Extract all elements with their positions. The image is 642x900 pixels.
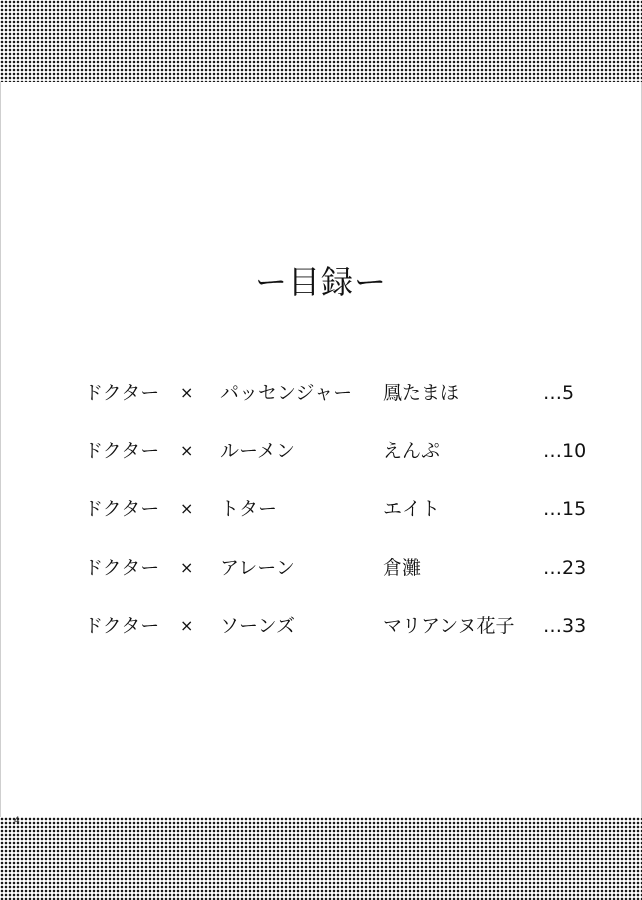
toc-pair-right: アレーン <box>220 557 295 579</box>
toc-pair-right: ソーンズ <box>220 615 296 637</box>
toc-pair-cross: × <box>180 558 194 577</box>
toc-pair-left: ドクター <box>84 382 160 404</box>
toc-author: 鳳たまほ <box>383 382 460 404</box>
toc-row <box>0 375 642 411</box>
toc-row <box>0 433 642 469</box>
toc-page-number: …33 <box>543 615 587 637</box>
toc-page-number: …15 <box>543 498 587 520</box>
toc-page-number: …23 <box>543 557 587 579</box>
toc-pair-left: ドクター <box>84 557 160 579</box>
halftone-border-bottom <box>0 817 642 900</box>
halftone-border-top <box>0 0 642 82</box>
toc-row <box>0 550 642 586</box>
toc-author: マリアンヌ花子 <box>383 615 515 637</box>
toc-page-number: …10 <box>543 440 587 462</box>
toc-pair-right: ルーメン <box>220 440 296 462</box>
toc-row <box>0 608 642 644</box>
toc-author: えんぷ <box>383 440 441 462</box>
page-title: ー目録ー <box>254 263 387 301</box>
toc-pair-right: パッセンジャー <box>220 382 353 404</box>
toc-pair-left: ドクター <box>84 498 160 520</box>
toc-row <box>0 491 642 527</box>
toc-author: エイト <box>383 498 441 520</box>
toc-pair-right: トター <box>220 498 278 520</box>
toc-pair-cross: × <box>180 441 194 460</box>
toc-pair-cross: × <box>180 383 194 402</box>
toc-author: 倉灘 <box>383 557 422 579</box>
page-number: 4 <box>14 816 20 826</box>
toc-pair-cross: × <box>180 616 194 635</box>
toc-pair-left: ドクター <box>84 440 160 462</box>
toc-page-number: …5 <box>543 382 575 404</box>
toc-pair-cross: × <box>180 499 194 518</box>
toc-pair-left: ドクター <box>84 615 160 637</box>
table-of-contents <box>0 375 642 665</box>
